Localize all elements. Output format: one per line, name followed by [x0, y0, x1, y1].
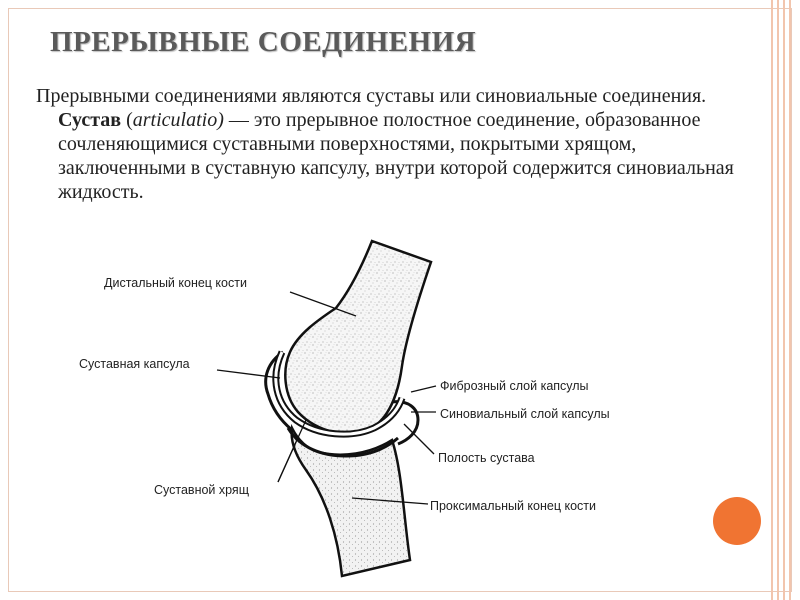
- latin-term: articulatio): [132, 109, 224, 131]
- term-joint: Сустав: [58, 109, 122, 131]
- label-joint-capsule: Суставная капсула: [79, 357, 190, 371]
- label-articular-cartilage: Суставной хрящ: [154, 483, 249, 497]
- label-distal-bone-end: Дистальный конец кости: [104, 276, 247, 290]
- leader-line: [217, 370, 280, 378]
- label-synovial-layer: Синовиальный слой капсулы: [440, 407, 610, 421]
- decorative-circle: [713, 497, 761, 545]
- label-proximal-bone-end: Проксимальный конец кости: [430, 499, 596, 513]
- proximal-bone: [292, 428, 410, 576]
- slide-title: ПРЕРЫВНЫЕ СОЕДИНЕНИЯ: [50, 26, 477, 58]
- definition-paragraph: Прерывными соединениями являются суставы или синовиальные соединения. Сустав (articulatio) — это прерывное полостное соединение, образованное сочленяющимися суставными поверхностями, покрытыми хрящом, заключенными в суставную капсулу, внутри которой содержится синовиальная жидкость.: [36, 85, 734, 203]
- label-joint-cavity: Полость сустава: [438, 451, 535, 465]
- intro-text: Прерывными соединениями являются суставы или синовиальные соединения.: [36, 85, 707, 107]
- leader-line: [411, 386, 436, 392]
- label-fibrous-layer: Фиброзный слой капсулы: [440, 379, 589, 393]
- definition-text: — это прерывное полостное соединение, образованное сочленяющимися суставными поверхностями, покрытыми хрящом, заключенными в суставную капсулу, внутри которой содержится синовиальная жидкость.: [58, 109, 734, 203]
